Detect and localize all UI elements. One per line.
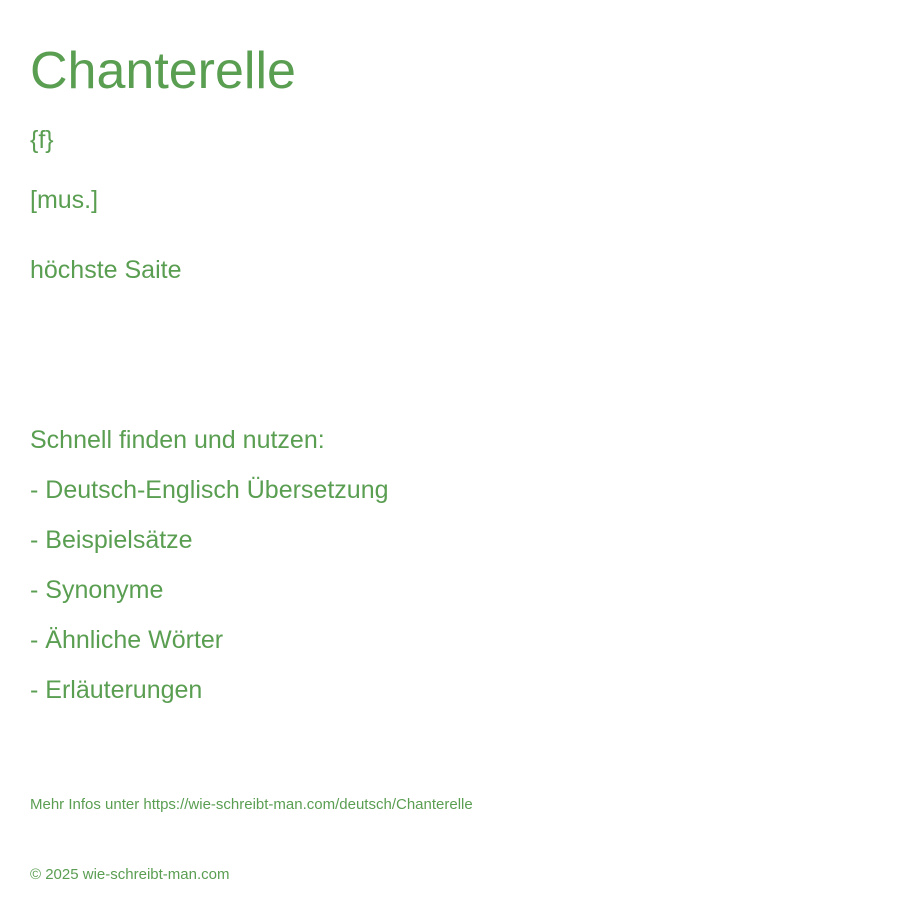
quick-find-heading: Schnell finden und nutzen: (30, 426, 325, 454)
meaning-text: höchste Saite (30, 256, 182, 284)
gender-label: {f} (30, 126, 54, 154)
more-info-text: Mehr Infos unter https://wie-schreibt-man.com/deutsch/Chanterelle (30, 796, 473, 813)
quick-find-item-examples: - Beispielsätze (30, 526, 193, 554)
quick-find-item-translation: - Deutsch-Englisch Übersetzung (30, 476, 389, 504)
quick-find-list (30, 478, 389, 728)
quick-find-item-similar-words: - Ähnliche Wörter (30, 626, 224, 654)
quick-find-item-synonyms: - Synonyme (30, 576, 164, 604)
domain-label: [mus.] (30, 186, 99, 214)
page-title: Chanterelle (30, 42, 296, 100)
copyright-text: © 2025 wie-schreibt-man.com (30, 866, 230, 883)
quick-find-item-explanations: - Erläuterungen (30, 676, 203, 704)
